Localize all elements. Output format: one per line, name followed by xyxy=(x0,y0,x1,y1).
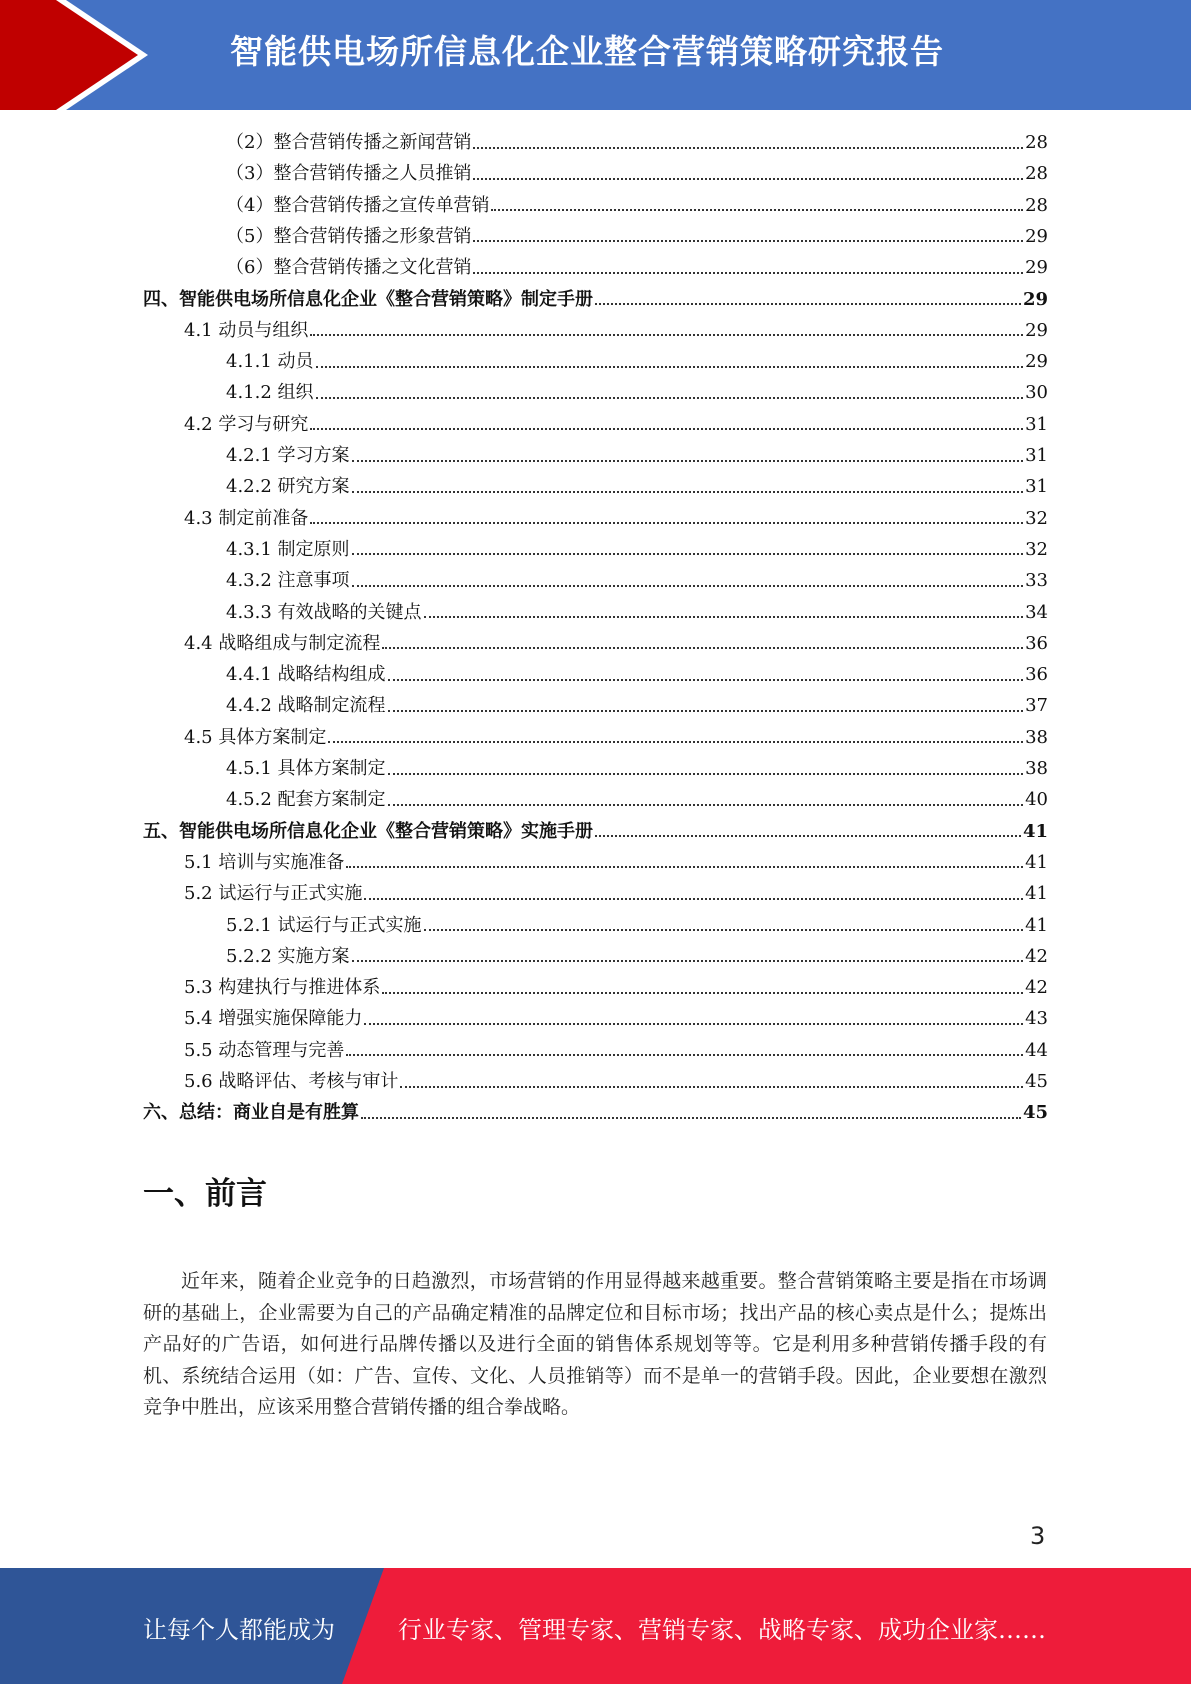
toc-entry-title: 4.4.2 战略制定流程 xyxy=(226,695,386,717)
toc-entry[interactable] xyxy=(184,409,1048,440)
intro-paragraph: 近年来，随着企业竞争的日趋激烈，市场营销的作用显得越来越重要。整合营销策略主要是指在市场调研的基础上，企业需要为自己的产品确定精准的品牌定位和目标市场；找出产品的核心卖点是什么；提炼出产品好的广告语，如何进行品牌传播以及进行全面的销售体系规划等等。它是利用多种营销传播手段的有机、系统结合运用（如：广告、宣传、文化、人员推销等）而不是单一的营销手段。因此，企业要想在激烈竞争中胜出，应该采用整合营销传播的组合拳战略。 xyxy=(143,1270,1047,1418)
toc-entry-page: 45 xyxy=(1022,1102,1048,1124)
toc-entry-page: 31 xyxy=(1025,413,1048,435)
toc-entry[interactable] xyxy=(226,565,1048,596)
toc-entry[interactable] xyxy=(226,910,1048,941)
toc-entry-page: 31 xyxy=(1025,445,1048,466)
toc-entry-title: 4.2 学习与研究 xyxy=(184,413,309,435)
toc-entry-title: （2）整合营销传播之新闻营销 xyxy=(226,132,472,153)
toc-entry[interactable] xyxy=(184,1035,1048,1066)
toc-entry[interactable] xyxy=(226,471,1048,502)
toc-entry-title: 4.3.1 制定原则 xyxy=(226,538,350,560)
toc-entry-page: 29 xyxy=(1022,288,1048,310)
toc-entry-title: 4.1 动员与组织 xyxy=(184,319,309,341)
toc-entry-title: 5.2 试运行与正式实施 xyxy=(184,883,363,905)
toc-entry-page: 42 xyxy=(1025,977,1048,999)
section-heading: 一、前言 xyxy=(143,1176,267,1212)
toc-entry-title: 六、总结：商业自是有胜算 xyxy=(143,1102,359,1124)
toc-leader-dots xyxy=(473,240,1023,242)
toc-entry[interactable] xyxy=(226,941,1048,972)
toc-entry-title: 4.2.1 学习方案 xyxy=(226,445,350,466)
header-banner xyxy=(0,0,1191,110)
toc-entry-page: 38 xyxy=(1025,758,1048,779)
toc-entry[interactable] xyxy=(184,628,1048,659)
toc-entry[interactable] xyxy=(143,816,1048,847)
toc-entry[interactable] xyxy=(143,284,1048,315)
toc-leader-dots xyxy=(473,272,1023,274)
toc-leader-dots xyxy=(310,428,1023,430)
toc-entry[interactable] xyxy=(184,722,1048,753)
toc-entry[interactable] xyxy=(226,659,1048,690)
toc-entry-title: 四、智能供电场所信息化企业《整合营销策略》制定手册 xyxy=(143,288,593,310)
toc-entry-page: 43 xyxy=(1025,1008,1048,1030)
footer-slogan-right: 行业专家、管理专家、营销专家、战略专家、成功企业家…… xyxy=(398,1616,1046,1644)
toc-entry-title: 4.4 战略组成与制定流程 xyxy=(184,632,381,654)
toc-entry-title: 4.5.2 配套方案制定 xyxy=(226,789,386,811)
toc-entry-page: 34 xyxy=(1025,601,1048,623)
red-chevron-icon xyxy=(0,0,150,110)
toc-entry-page: 36 xyxy=(1025,632,1048,654)
toc-entry-title: 5.4 增强实施保障能力 xyxy=(184,1008,363,1030)
toc-entry-page: 41 xyxy=(1025,914,1048,936)
toc-entry-page: 32 xyxy=(1025,538,1048,560)
toc-entry[interactable] xyxy=(184,972,1048,1003)
toc-entry-page: 28 xyxy=(1025,132,1048,153)
toc-entry-page: 41 xyxy=(1025,851,1048,873)
toc-leader-dots xyxy=(328,741,1023,743)
toc-leader-dots xyxy=(310,334,1023,336)
toc-leader-dots xyxy=(364,898,1023,900)
toc-entry-page: 29 xyxy=(1025,319,1048,341)
toc-leader-dots xyxy=(364,1023,1023,1025)
toc-entry[interactable] xyxy=(184,503,1048,534)
toc-entry-page: 41 xyxy=(1022,820,1048,842)
toc-leader-dots xyxy=(352,491,1024,493)
toc-entry[interactable] xyxy=(226,190,1048,221)
toc-leader-dots xyxy=(316,366,1024,368)
toc-entry[interactable] xyxy=(184,1066,1048,1097)
toc-entry-page: 41 xyxy=(1025,883,1048,905)
page-number: 3 xyxy=(1030,1522,1046,1550)
toc-entry-title: 4.1.2 组织 xyxy=(226,382,314,404)
toc-entry-title: （3）整合营销传播之人员推销 xyxy=(226,163,472,185)
toc-entry[interactable] xyxy=(226,221,1048,252)
toc-leader-dots xyxy=(352,553,1024,555)
toc-entry[interactable] xyxy=(226,784,1048,815)
toc-entry-title: （6）整合营销传播之文化营销 xyxy=(226,257,472,279)
toc-entry-title: 4.5 具体方案制定 xyxy=(184,726,327,748)
toc-entry-title: 5.1 培训与实施准备 xyxy=(184,851,345,873)
toc-leader-dots xyxy=(491,209,1023,211)
toc-entry-title: 4.4.1 战略结构组成 xyxy=(226,664,386,686)
toc-entry-page: 38 xyxy=(1025,726,1048,748)
toc-entry-page: 37 xyxy=(1025,695,1048,717)
toc-entry-title: 4.3.3 有效战略的关键点 xyxy=(226,601,422,623)
toc-leader-dots xyxy=(388,710,1024,712)
toc-leader-dots xyxy=(352,585,1024,587)
toc-entry[interactable] xyxy=(226,158,1048,189)
toc-leader-dots xyxy=(388,773,1024,775)
toc-entry-title: 5.3 构建执行与推进体系 xyxy=(184,977,381,999)
toc-leader-dots xyxy=(382,992,1023,994)
toc-leader-dots xyxy=(310,522,1023,524)
toc-leader-dots xyxy=(346,1054,1023,1056)
toc-entry[interactable] xyxy=(184,847,1048,878)
toc-entry-page: 32 xyxy=(1025,507,1048,529)
toc-entry-page: 36 xyxy=(1025,664,1048,686)
toc-leader-dots xyxy=(473,147,1023,149)
toc-entry-page: 30 xyxy=(1025,382,1048,404)
document-title: 智能供电场所信息化企业整合营销策略研究报告 xyxy=(230,32,944,71)
toc-leader-dots xyxy=(595,835,1021,837)
toc-entry-page: 28 xyxy=(1025,163,1048,185)
toc-leader-dots xyxy=(424,616,1024,618)
toc-leader-dots xyxy=(388,804,1024,806)
toc-entry-title: 4.3.2 注意事项 xyxy=(226,570,350,592)
toc-entry[interactable] xyxy=(184,878,1048,909)
toc-leader-dots xyxy=(352,960,1024,962)
toc-entry[interactable] xyxy=(226,252,1048,283)
toc-entry-page: 42 xyxy=(1025,945,1048,967)
toc-entry-title: 4.1.1 动员 xyxy=(226,351,314,373)
toc-entry-title: 五、智能供电场所信息化企业《整合营销策略》实施手册 xyxy=(143,820,593,842)
toc-entry-page: 33 xyxy=(1025,570,1048,592)
toc-leader-dots xyxy=(388,679,1024,681)
toc-entry-page: 29 xyxy=(1025,351,1048,373)
footer-slogan-left: 让每个人都能成为 xyxy=(143,1616,335,1644)
toc-entry-page: 40 xyxy=(1025,789,1048,811)
toc-leader-dots xyxy=(361,1117,1021,1119)
toc-entry-title: 4.3 制定前准备 xyxy=(184,507,309,529)
toc-leader-dots xyxy=(424,929,1024,931)
toc-entry-page: 31 xyxy=(1025,476,1048,498)
toc-entry-page: 29 xyxy=(1025,225,1048,247)
footer-banner xyxy=(0,1568,1191,1684)
toc-entry-title: （5）整合营销传播之形象营销 xyxy=(226,225,472,247)
toc-leader-dots xyxy=(352,460,1024,462)
toc-entry-title: 5.2.2 实施方案 xyxy=(226,945,350,967)
toc-leader-dots xyxy=(316,397,1024,399)
toc-leader-dots xyxy=(473,178,1023,180)
toc-entry[interactable] xyxy=(184,315,1048,346)
toc-entry[interactable] xyxy=(226,753,1048,784)
toc-leader-dots xyxy=(595,303,1021,305)
toc-entry-title: 4.2.2 研究方案 xyxy=(226,476,350,498)
toc-entry-title: 5.5 动态管理与完善 xyxy=(184,1039,345,1061)
toc-leader-dots xyxy=(382,647,1023,649)
toc-entry[interactable] xyxy=(226,440,1048,471)
toc-entry-title: 4.5.1 具体方案制定 xyxy=(226,758,386,779)
toc-entry-title: （4）整合营销传播之宣传单营销 xyxy=(226,194,490,216)
toc-entry[interactable] xyxy=(226,597,1048,628)
toc-entry[interactable] xyxy=(226,690,1048,721)
toc-entry[interactable] xyxy=(226,377,1048,408)
toc-entry-title: 5.2.1 试运行与正式实施 xyxy=(226,914,422,936)
toc-entry-page: 45 xyxy=(1025,1071,1048,1092)
toc-entry-page: 28 xyxy=(1025,194,1048,216)
toc-entry[interactable] xyxy=(226,534,1048,565)
toc-entry[interactable] xyxy=(226,346,1048,377)
toc-entry[interactable] xyxy=(143,1097,1048,1128)
toc-entry-page: 29 xyxy=(1025,257,1048,279)
toc-entry-page: 44 xyxy=(1025,1039,1048,1061)
toc-entry[interactable] xyxy=(226,127,1048,158)
toc-leader-dots xyxy=(400,1086,1023,1088)
toc-entry-title: 5.6 战略评估、考核与审计 xyxy=(184,1071,399,1092)
toc-leader-dots xyxy=(346,866,1023,868)
toc-entry[interactable] xyxy=(184,1003,1048,1034)
